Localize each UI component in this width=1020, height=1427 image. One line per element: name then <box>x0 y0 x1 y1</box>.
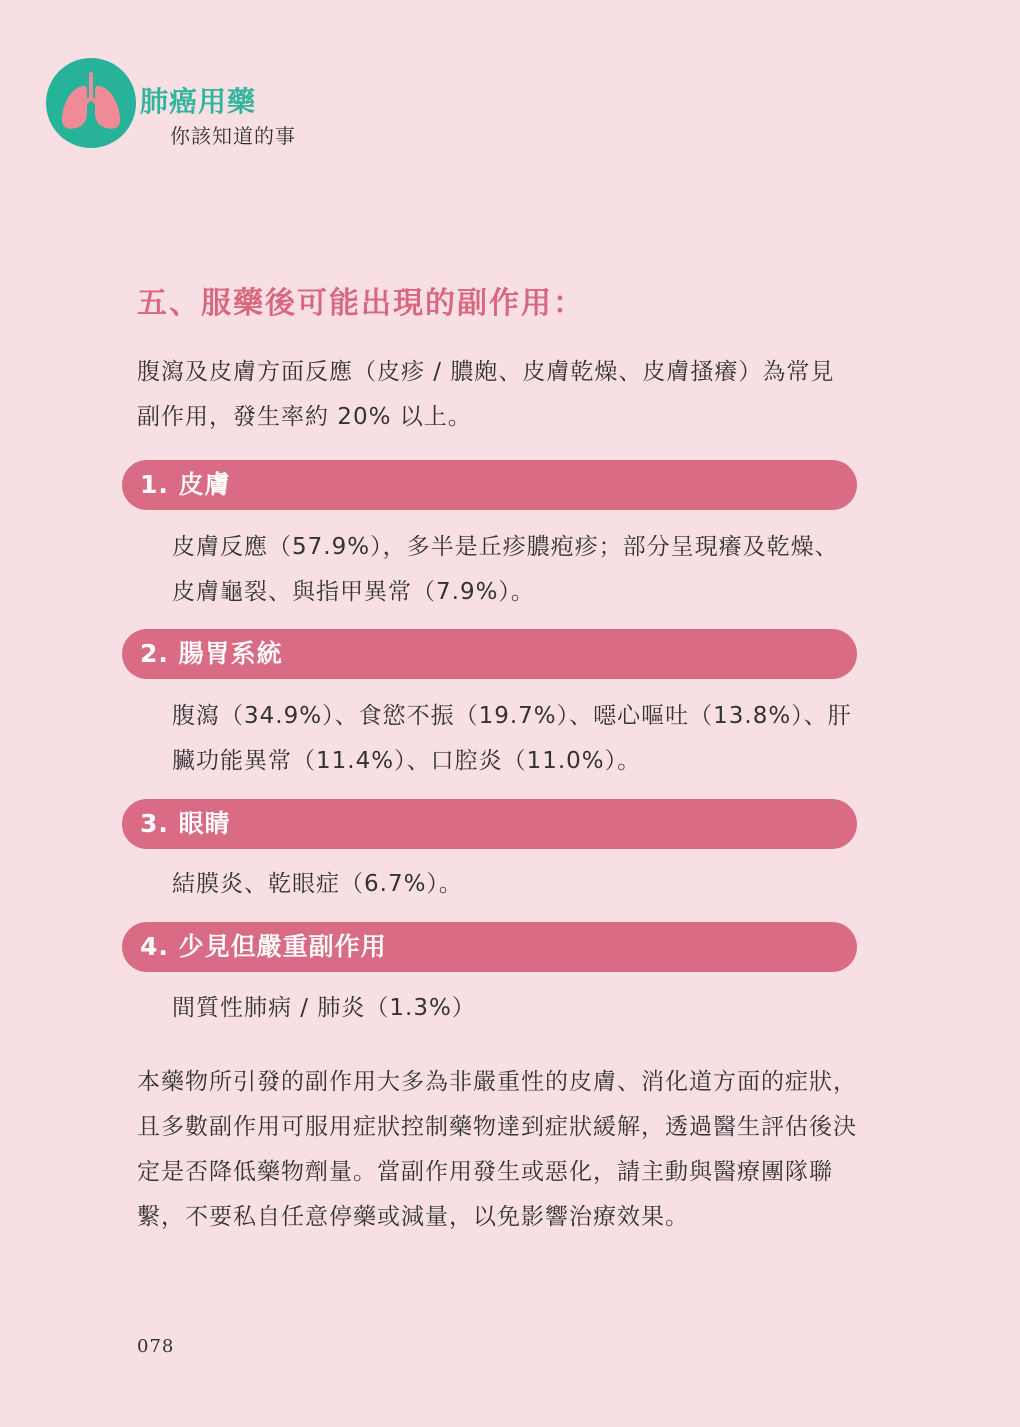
item-label: 1. 皮膚 <box>140 470 231 499</box>
item-text-serious: 間質性肺病 / 肺炎（1.3%） <box>172 995 476 1021</box>
item-text-eyes: 結膜炎、乾眼症（6.7%）。 <box>172 871 463 897</box>
item-bar-gastro <box>122 629 857 679</box>
conclusion-paragraph: 本藥物所引發的副作用大多為非嚴重性的皮膚、消化道方面的症狀，且多數副作用可服用症狀控制藥物達到症狀緩解，透過醫生評估後決定是否降低藥物劑量。當副作用發生或惡化，請主動與醫療團隊聯繫，不要私自任意停藥或減量，以免影響治療效果。 <box>137 1069 857 1230</box>
page-number: 078 <box>137 1336 175 1357</box>
item-bar-skin <box>122 460 857 510</box>
item-text-gastro: 腹瀉（34.9%）、食慾不振（19.7%）、噁心嘔吐（13.8%）、肝臟功能異常（11.4%）、口腔炎（11.0%）。 <box>172 703 852 774</box>
item-label: 2. 腸胃系統 <box>140 639 283 668</box>
item-text-skin: 皮膚反應（57.9%），多半是丘疹膿疱疹；部分呈現癢及乾燥、皮膚龜裂、與指甲異常（7.9%）。 <box>172 534 839 605</box>
lungs-icon <box>56 68 126 138</box>
logo <box>46 58 136 148</box>
item-bar-eyes <box>122 799 857 849</box>
book-subtitle: 你該知道的事 <box>170 124 296 148</box>
book-title: 肺癌用藥 <box>140 85 257 118</box>
item-label: 3. 眼睛 <box>140 809 231 838</box>
section-heading: 五、服藥後可能出現的副作用： <box>137 286 585 321</box>
item-bar-serious <box>122 922 857 972</box>
intro-paragraph: 腹瀉及皮膚方面反應（皮疹 / 膿皰、皮膚乾燥、皮膚搔癢）為常見副作用，發生率約 20% 以上。 <box>137 359 835 430</box>
item-label: 4. 少見但嚴重副作用 <box>140 932 387 961</box>
book-header <box>46 58 346 150</box>
